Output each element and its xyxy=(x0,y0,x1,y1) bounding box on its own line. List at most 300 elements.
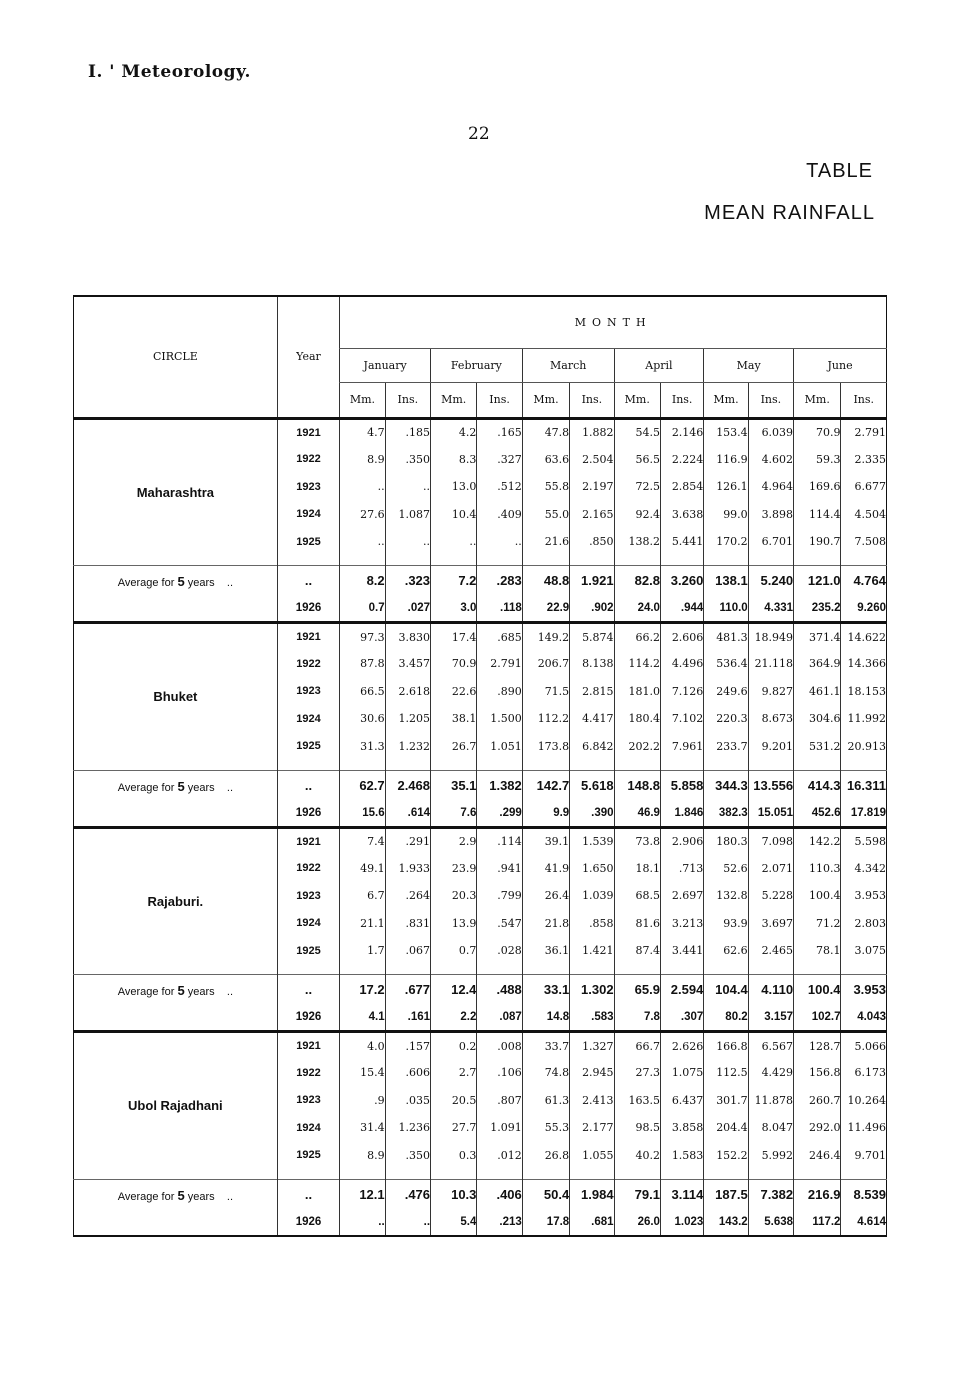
value-cell: 98.5 xyxy=(614,1114,660,1142)
spacer-cell xyxy=(841,760,887,770)
spacer-cell xyxy=(748,760,793,770)
value-1926: .161 xyxy=(385,1005,430,1032)
unit-header: Mm. xyxy=(614,382,660,418)
average-value: 138.1 xyxy=(704,566,748,596)
value-cell: 81.6 xyxy=(614,910,660,938)
year-cell: .. xyxy=(277,770,340,800)
value-1926: .614 xyxy=(385,800,430,827)
average-value: 5.618 xyxy=(570,770,614,800)
value-cell: 246.4 xyxy=(794,1142,841,1170)
unit-header: Mm. xyxy=(340,382,385,418)
spacer-cell xyxy=(340,1169,385,1179)
value-cell: 166.8 xyxy=(704,1032,748,1060)
spacer-cell xyxy=(277,556,340,566)
value-1926: .027 xyxy=(385,596,430,623)
value-cell: 2.165 xyxy=(570,501,614,529)
value-cell: 7.126 xyxy=(660,678,703,706)
spacer-cell xyxy=(704,760,748,770)
average-value: 82.8 xyxy=(614,566,660,596)
value-1926: 235.2 xyxy=(794,596,841,623)
value-cell: 87.8 xyxy=(340,650,385,678)
value-cell: 2.945 xyxy=(570,1059,614,1087)
average-value: 142.7 xyxy=(522,770,569,800)
value-1926: 22.9 xyxy=(522,596,569,623)
circle-header: CIRCLE xyxy=(74,296,278,418)
value-cell: 2.618 xyxy=(385,678,430,706)
year-cell: 1925 xyxy=(277,1142,340,1170)
average-value: 3.114 xyxy=(660,1179,703,1209)
value-cell: 2.7 xyxy=(431,1059,477,1087)
value-cell: 6.677 xyxy=(841,473,887,501)
value-cell: .685 xyxy=(477,623,522,651)
month-january: January xyxy=(340,348,431,382)
value-cell: 2.854 xyxy=(660,473,703,501)
table-label: TABLE xyxy=(806,160,873,182)
average-dots: .. xyxy=(226,781,234,794)
value-cell: .. xyxy=(431,528,477,556)
spacer-cell xyxy=(340,965,385,975)
value-1926: .902 xyxy=(570,596,614,623)
value-cell: 1.650 xyxy=(570,855,614,883)
average-value: .283 xyxy=(477,566,522,596)
table-row xyxy=(74,418,887,446)
value-cell: 4.429 xyxy=(748,1059,793,1087)
value-cell: 49.1 xyxy=(340,855,385,883)
value-cell: 21.8 xyxy=(522,910,569,938)
table-title: MEAN RAINFALL xyxy=(704,202,875,224)
value-cell: 70.9 xyxy=(794,418,841,446)
unit-header: Ins. xyxy=(385,382,430,418)
value-cell: 2.9 xyxy=(431,827,477,855)
value-cell: 62.6 xyxy=(704,937,748,965)
spacer-cell xyxy=(841,1169,887,1179)
spacer-cell xyxy=(277,1169,340,1179)
average-dots: .. xyxy=(226,986,234,998)
value-1926: 102.7 xyxy=(794,1005,841,1032)
value-cell: .327 xyxy=(477,446,522,474)
circle-name: Maharashtra xyxy=(136,484,215,500)
value-cell: 132.8 xyxy=(704,882,748,910)
average-dots: .. xyxy=(226,1190,234,1203)
value-1926: 9.9 xyxy=(522,800,569,827)
average-value: .488 xyxy=(477,975,522,1005)
spacer-cell xyxy=(660,556,703,566)
value-cell: 68.5 xyxy=(614,882,660,910)
value-cell: 1.075 xyxy=(660,1059,703,1087)
value-cell: 156.8 xyxy=(794,1059,841,1087)
value-cell: 461.1 xyxy=(794,678,841,706)
value-cell: 233.7 xyxy=(704,733,748,761)
value-cell: 71.2 xyxy=(794,910,841,938)
value-cell: 22.6 xyxy=(431,678,477,706)
value-cell: 11.878 xyxy=(748,1087,793,1115)
value-cell: 1.039 xyxy=(570,882,614,910)
average-value: 65.9 xyxy=(614,975,660,1005)
value-cell: 2.697 xyxy=(660,882,703,910)
unit-header: Ins. xyxy=(841,382,887,418)
value-1926: .944 xyxy=(660,596,703,623)
value-1926: .118 xyxy=(477,596,522,623)
value-cell: 2.465 xyxy=(748,937,793,965)
value-1926: 5.4 xyxy=(431,1209,477,1236)
value-cell: 18.153 xyxy=(841,678,887,706)
value-cell: 1.205 xyxy=(385,705,430,733)
value-cell: .831 xyxy=(385,910,430,938)
spacer-cell xyxy=(522,760,569,770)
value-cell: 14.622 xyxy=(841,623,887,651)
value-cell: 2.504 xyxy=(570,446,614,474)
unit-header: Ins. xyxy=(748,382,793,418)
spacer-cell xyxy=(385,965,430,975)
value-1926: .307 xyxy=(660,1005,703,1032)
value-cell: 152.2 xyxy=(704,1142,748,1170)
value-cell: 7.4 xyxy=(340,827,385,855)
spacer-cell xyxy=(570,965,614,975)
month-header: MONTH xyxy=(340,296,887,348)
value-cell: 1.882 xyxy=(570,418,614,446)
spacer-cell xyxy=(385,1169,430,1179)
value-cell: 1.421 xyxy=(570,937,614,965)
average-value: 3.260 xyxy=(660,566,703,596)
year-cell: .. xyxy=(277,566,340,596)
average-years: 5 xyxy=(177,778,185,794)
value-cell: 2.626 xyxy=(660,1032,703,1060)
value-cell: 126.1 xyxy=(704,473,748,501)
value-cell: 17.4 xyxy=(431,623,477,651)
value-cell: 1.583 xyxy=(660,1142,703,1170)
value-cell: 61.3 xyxy=(522,1087,569,1115)
year-cell: 1922 xyxy=(277,855,340,883)
year-cell: 1925 xyxy=(277,528,340,556)
value-cell: 87.4 xyxy=(614,937,660,965)
average-label-text: Average for xyxy=(117,577,175,589)
value-cell: 21.1 xyxy=(340,910,385,938)
value-cell: 26.8 xyxy=(522,1142,569,1170)
value-cell: 5.066 xyxy=(841,1032,887,1060)
spacer-cell xyxy=(614,760,660,770)
value-cell: .807 xyxy=(477,1087,522,1115)
value-cell: 26.4 xyxy=(522,882,569,910)
value-cell: 7.098 xyxy=(748,827,793,855)
value-cell: .350 xyxy=(385,446,430,474)
value-cell: 1.500 xyxy=(477,705,522,733)
circle-name: Ubol Rajadhani xyxy=(128,1098,223,1114)
spacer-cell xyxy=(385,760,430,770)
month-february: February xyxy=(431,348,523,382)
value-cell: 3.213 xyxy=(660,910,703,938)
value-cell: 1.055 xyxy=(570,1142,614,1170)
year-cell: 1921 xyxy=(277,623,340,651)
value-1926: 3.157 xyxy=(748,1005,793,1032)
value-cell: 23.9 xyxy=(431,855,477,883)
value-cell: 1.539 xyxy=(570,827,614,855)
value-cell: .941 xyxy=(477,855,522,883)
value-cell: .185 xyxy=(385,418,430,446)
average-row xyxy=(74,1179,887,1209)
value-cell: 2.335 xyxy=(841,446,887,474)
value-cell: 163.5 xyxy=(614,1087,660,1115)
value-cell: .890 xyxy=(477,678,522,706)
spacer-cell xyxy=(660,965,703,975)
average-value: 148.8 xyxy=(614,770,660,800)
spacer-cell xyxy=(340,760,385,770)
spacer-cell xyxy=(477,556,522,566)
average-row xyxy=(74,566,887,596)
average-label xyxy=(74,566,278,623)
year-cell: 1926 xyxy=(277,596,340,623)
circle-name: Bhuket xyxy=(153,689,198,705)
year-cell: 1926 xyxy=(277,1005,340,1032)
year-cell: 1925 xyxy=(277,937,340,965)
value-cell: 1.232 xyxy=(385,733,430,761)
value-cell: 2.146 xyxy=(660,418,703,446)
spacer-cell xyxy=(522,556,569,566)
year-cell: 1924 xyxy=(277,910,340,938)
average-value: 344.3 xyxy=(704,770,748,800)
value-cell: 0.3 xyxy=(431,1142,477,1170)
value-cell: 6.567 xyxy=(748,1032,793,1060)
value-cell: 59.3 xyxy=(794,446,841,474)
value-cell: .165 xyxy=(477,418,522,446)
average-value: 1.921 xyxy=(570,566,614,596)
value-cell: 54.5 xyxy=(614,418,660,446)
value-cell: 2.071 xyxy=(748,855,793,883)
value-cell: 114.2 xyxy=(614,650,660,678)
spacer-cell xyxy=(841,965,887,975)
average-value: 48.8 xyxy=(522,566,569,596)
value-cell: 9.701 xyxy=(841,1142,887,1170)
value-cell: 8.9 xyxy=(340,1142,385,1170)
value-cell: 11.496 xyxy=(841,1114,887,1142)
value-cell: 304.6 xyxy=(794,705,841,733)
value-cell: .858 xyxy=(570,910,614,938)
year-cell: 1922 xyxy=(277,650,340,678)
value-cell: 21.118 xyxy=(748,650,793,678)
value-cell: .106 xyxy=(477,1059,522,1087)
value-cell: .028 xyxy=(477,937,522,965)
value-cell: .114 xyxy=(477,827,522,855)
value-1926: 0.7 xyxy=(340,596,385,623)
unit-header: Ins. xyxy=(477,382,522,418)
value-cell: .9 xyxy=(340,1087,385,1115)
value-cell: 5.441 xyxy=(660,528,703,556)
value-cell: .264 xyxy=(385,882,430,910)
average-label-text: Average for xyxy=(117,1190,175,1203)
value-cell: 38.1 xyxy=(431,705,477,733)
value-cell: 47.8 xyxy=(522,418,569,446)
value-cell: 8.047 xyxy=(748,1114,793,1142)
value-cell: .606 xyxy=(385,1059,430,1087)
average-value: 187.5 xyxy=(704,1179,748,1209)
value-1926: 143.2 xyxy=(704,1209,748,1236)
value-cell: 4.496 xyxy=(660,650,703,678)
value-cell: 18.1 xyxy=(614,855,660,883)
spacer-cell xyxy=(748,965,793,975)
value-cell: 14.366 xyxy=(841,650,887,678)
table-row xyxy=(74,1032,887,1060)
value-cell: 6.842 xyxy=(570,733,614,761)
value-cell: 30.6 xyxy=(340,705,385,733)
value-cell: 6.7 xyxy=(340,882,385,910)
average-years: 5 xyxy=(177,1187,185,1203)
value-cell: 5.992 xyxy=(748,1142,793,1170)
value-cell: 63.6 xyxy=(522,446,569,474)
average-suffix: years xyxy=(187,577,215,589)
value-cell: 181.0 xyxy=(614,678,660,706)
value-cell: 39.1 xyxy=(522,827,569,855)
value-cell: 3.638 xyxy=(660,501,703,529)
average-value: 2.594 xyxy=(660,975,703,1005)
value-cell: 10.264 xyxy=(841,1087,887,1115)
spacer-cell xyxy=(614,965,660,975)
value-cell: 536.4 xyxy=(704,650,748,678)
average-value: 216.9 xyxy=(794,1179,841,1209)
value-cell: 56.5 xyxy=(614,446,660,474)
value-1926: .. xyxy=(385,1209,430,1236)
average-value: 1.984 xyxy=(570,1179,614,1209)
value-1926: .213 xyxy=(477,1209,522,1236)
value-cell: 3.697 xyxy=(748,910,793,938)
value-cell: .067 xyxy=(385,937,430,965)
value-cell: 10.4 xyxy=(431,501,477,529)
value-cell: .350 xyxy=(385,1142,430,1170)
value-1926: 17.8 xyxy=(522,1209,569,1236)
value-cell: 206.7 xyxy=(522,650,569,678)
value-cell: 204.4 xyxy=(704,1114,748,1142)
value-cell: 3.953 xyxy=(841,882,887,910)
value-cell: 2.413 xyxy=(570,1087,614,1115)
value-cell: 112.5 xyxy=(704,1059,748,1087)
unit-header: Mm. xyxy=(794,382,841,418)
value-cell: 20.5 xyxy=(431,1087,477,1115)
section-heading: I. ' Meteorology. xyxy=(88,62,251,82)
value-cell: .512 xyxy=(477,473,522,501)
average-value: 100.4 xyxy=(794,975,841,1005)
value-cell: 3.898 xyxy=(748,501,793,529)
value-cell: 220.3 xyxy=(704,705,748,733)
value-cell: 2.197 xyxy=(570,473,614,501)
value-cell: 260.7 xyxy=(794,1087,841,1115)
spacer-cell xyxy=(277,760,340,770)
unit-header: Mm. xyxy=(522,382,569,418)
value-cell: 1.327 xyxy=(570,1032,614,1060)
value-cell: 7.961 xyxy=(660,733,703,761)
unit-header: Mm. xyxy=(431,382,477,418)
value-cell: 1.933 xyxy=(385,855,430,883)
value-1926: 15.051 xyxy=(748,800,793,827)
value-cell: 6.437 xyxy=(660,1087,703,1115)
spacer-cell xyxy=(748,1169,793,1179)
value-cell: 5.598 xyxy=(841,827,887,855)
year-cell: 1921 xyxy=(277,827,340,855)
value-cell: 7.508 xyxy=(841,528,887,556)
value-cell: 116.9 xyxy=(704,446,748,474)
average-suffix: years xyxy=(187,781,215,794)
spacer-cell xyxy=(477,760,522,770)
average-value: 414.3 xyxy=(794,770,841,800)
value-1926: 1.846 xyxy=(660,800,703,827)
value-cell: 92.4 xyxy=(614,501,660,529)
value-cell: .012 xyxy=(477,1142,522,1170)
value-cell: 1.091 xyxy=(477,1114,522,1142)
average-value: 50.4 xyxy=(522,1179,569,1209)
value-cell: 27.7 xyxy=(431,1114,477,1142)
spacer-cell xyxy=(614,1169,660,1179)
average-value: 16.311 xyxy=(841,770,887,800)
value-cell: 1.051 xyxy=(477,733,522,761)
average-value: 33.1 xyxy=(522,975,569,1005)
spacer-cell xyxy=(794,965,841,975)
value-cell: 180.3 xyxy=(704,827,748,855)
value-cell: 149.2 xyxy=(522,623,569,651)
value-cell: 15.4 xyxy=(340,1059,385,1087)
value-cell: 66.5 xyxy=(340,678,385,706)
value-cell: 66.2 xyxy=(614,623,660,651)
value-1926: 4.614 xyxy=(841,1209,887,1236)
value-cell: 3.830 xyxy=(385,623,430,651)
value-cell: .157 xyxy=(385,1032,430,1060)
average-label-text: Average for xyxy=(117,986,175,998)
value-cell: .. xyxy=(385,473,430,501)
value-1926: 46.9 xyxy=(614,800,660,827)
value-cell: 0.2 xyxy=(431,1032,477,1060)
spacer-cell xyxy=(660,760,703,770)
spacer-cell xyxy=(431,1169,477,1179)
value-1926: .390 xyxy=(570,800,614,827)
value-cell: .799 xyxy=(477,882,522,910)
average-label xyxy=(74,770,278,827)
average-years: 5 xyxy=(177,574,185,589)
spacer-cell xyxy=(748,556,793,566)
spacer-cell xyxy=(570,1169,614,1179)
value-cell: 3.858 xyxy=(660,1114,703,1142)
average-years: 5 xyxy=(177,983,185,998)
rainfall-table-body xyxy=(74,418,887,1236)
value-cell: 100.4 xyxy=(794,882,841,910)
spacer-cell xyxy=(431,965,477,975)
value-cell: 4.2 xyxy=(431,418,477,446)
value-cell: .291 xyxy=(385,827,430,855)
value-cell: .713 xyxy=(660,855,703,883)
value-cell: 301.7 xyxy=(704,1087,748,1115)
spacer-cell xyxy=(704,965,748,975)
year-cell: .. xyxy=(277,1179,340,1209)
value-1926: 17.819 xyxy=(841,800,887,827)
value-cell: 78.1 xyxy=(794,937,841,965)
value-1926: 452.6 xyxy=(794,800,841,827)
value-cell: 249.6 xyxy=(704,678,748,706)
value-cell: 55.3 xyxy=(522,1114,569,1142)
spacer-cell xyxy=(704,556,748,566)
average-value: 5.858 xyxy=(660,770,703,800)
value-1926: 3.0 xyxy=(431,596,477,623)
month-march: March xyxy=(522,348,614,382)
value-1926: 382.3 xyxy=(704,800,748,827)
value-cell: 2.177 xyxy=(570,1114,614,1142)
year-cell: 1924 xyxy=(277,705,340,733)
average-value: 7.382 xyxy=(748,1179,793,1209)
value-cell: 142.2 xyxy=(794,827,841,855)
value-cell: 73.8 xyxy=(614,827,660,855)
year-cell: 1923 xyxy=(277,882,340,910)
value-cell: 202.2 xyxy=(614,733,660,761)
spacer-cell xyxy=(431,556,477,566)
year-cell: 1926 xyxy=(277,800,340,827)
value-1926: 26.0 xyxy=(614,1209,660,1236)
average-value: .406 xyxy=(477,1179,522,1209)
value-cell: 4.602 xyxy=(748,446,793,474)
value-cell: 13.9 xyxy=(431,910,477,938)
